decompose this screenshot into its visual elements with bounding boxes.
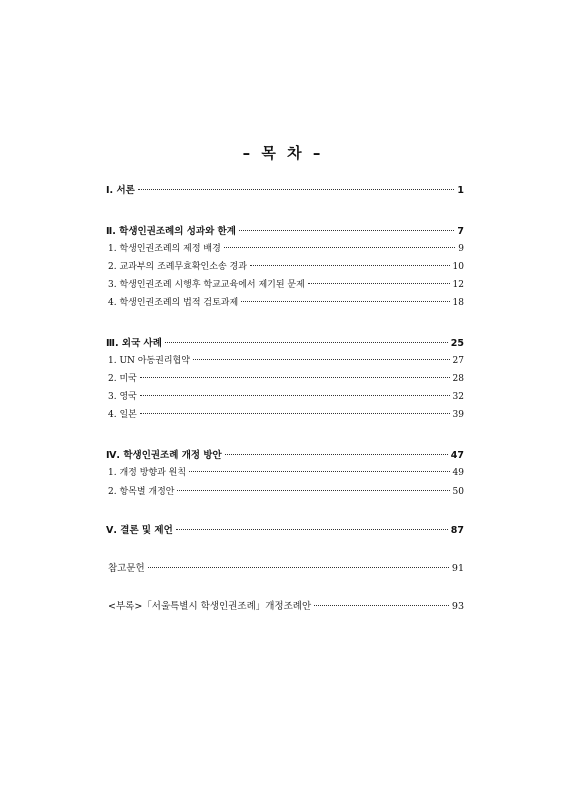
toc-page-number: 1 — [457, 185, 464, 196]
toc-chapter-2[interactable] — [106, 223, 464, 237]
toc-label: 3. 학생인권조례 시행후 학교교육에서 제기된 문제 — [108, 280, 305, 290]
toc-page-number: 27 — [452, 356, 464, 366]
toc-appendix[interactable] — [108, 598, 464, 612]
toc-label: 참고문헌 — [108, 563, 145, 574]
toc-label: Ⅰ. 서론 — [106, 185, 135, 196]
toc-label: 3. 영국 — [108, 392, 137, 402]
toc-chapter-5[interactable] — [106, 522, 464, 536]
toc-page-number: 18 — [452, 298, 464, 308]
toc-title: – 목 차 – — [242, 144, 324, 162]
toc-page-number: 93 — [451, 601, 464, 612]
toc-section-4-1[interactable] — [108, 465, 464, 478]
toc-page-number: 7 — [457, 226, 464, 237]
leader-dots — [225, 454, 448, 455]
leader-dots — [138, 189, 455, 190]
leader-dots — [140, 377, 450, 378]
leader-dots — [148, 567, 449, 568]
leader-dots — [250, 265, 450, 266]
toc-label: Ⅱ. 학생인권조례의 성과와 한계 — [106, 226, 236, 237]
toc-page-number: 25 — [450, 338, 464, 349]
toc-page-number: 49 — [452, 468, 464, 478]
toc-page-number: 91 — [451, 563, 464, 574]
toc-page-number: 50 — [452, 487, 464, 497]
toc-section-2-3[interactable] — [108, 277, 464, 290]
leader-dots — [176, 529, 448, 530]
toc-label: Ⅲ. 외국 사례 — [106, 338, 162, 349]
toc-page-number: 39 — [452, 410, 464, 420]
toc-page-number: 87 — [450, 525, 464, 536]
leader-dots — [239, 230, 454, 231]
toc-page-number: 10 — [452, 262, 464, 272]
toc-chapter-4[interactable] — [106, 447, 464, 461]
leader-dots — [314, 605, 449, 606]
toc-page-number: 28 — [452, 374, 464, 384]
toc-label: 1. UN 아동권리협약 — [108, 356, 190, 366]
toc-section-3-3[interactable] — [108, 389, 464, 402]
toc-section-4-2[interactable] — [108, 484, 464, 497]
leader-dots — [193, 359, 450, 360]
toc-page-number: 12 — [452, 280, 464, 290]
toc-label: 4. 일본 — [108, 410, 137, 420]
toc-chapter-3[interactable] — [106, 335, 464, 349]
toc-label: Ⅳ. 학생인권조례 개정 방안 — [106, 450, 222, 461]
leader-dots — [140, 413, 450, 414]
toc-section-2-2[interactable] — [108, 259, 464, 272]
toc-references[interactable] — [108, 560, 464, 574]
leader-dots — [189, 471, 450, 472]
leader-dots — [241, 301, 449, 302]
toc-label: 4. 학생인권조례의 법적 검토과제 — [108, 298, 239, 308]
toc-label: 2. 항목별 개정안 — [108, 487, 175, 497]
toc-chapter-1[interactable] — [106, 182, 464, 196]
toc-page-number: 32 — [452, 392, 464, 402]
toc-label: 1. 학생인권조례의 제정 배경 — [108, 244, 221, 254]
leader-dots — [165, 342, 448, 343]
leader-dots — [140, 395, 450, 396]
leader-dots — [308, 283, 450, 284]
leader-dots — [224, 247, 455, 248]
toc-section-3-1[interactable] — [108, 353, 464, 366]
toc-page-number: 9 — [458, 244, 464, 254]
toc-page-number: 47 — [450, 450, 464, 461]
toc-label: Ⅴ. 결론 및 제언 — [106, 525, 173, 536]
toc-label: <부록>「서울특별시 학생인권조례」개정조례안 — [108, 601, 312, 612]
toc-section-3-2[interactable] — [108, 371, 464, 384]
toc-label: 2. 미국 — [108, 374, 137, 384]
leader-dots — [177, 490, 449, 491]
toc-section-2-4[interactable] — [108, 295, 464, 308]
toc-section-2-1[interactable] — [108, 241, 464, 254]
toc-label: 2. 교과부의 조례무효확인소송 경과 — [108, 262, 247, 272]
toc-section-3-4[interactable] — [108, 407, 464, 420]
toc-label: 1. 개정 방향과 원칙 — [108, 468, 187, 478]
